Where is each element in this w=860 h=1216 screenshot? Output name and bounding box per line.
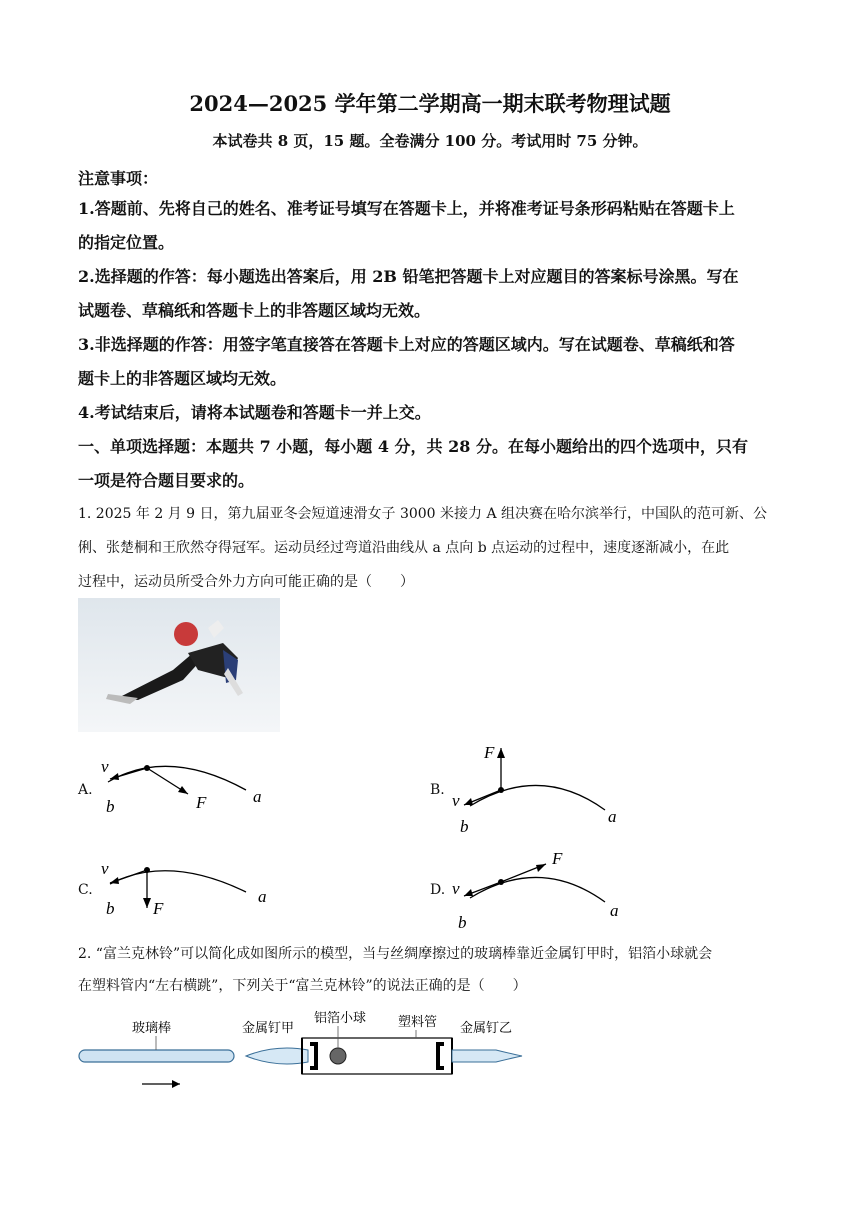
question-1-line-1: 1. 2025 年 2 月 9 日，第九届亚冬会短道速滑女子 3000 米接力 A 组决赛在哈尔滨举行，中国队的范可新、公 (78, 506, 768, 522)
glass-rod (79, 1050, 234, 1062)
option-d-diagram (450, 840, 630, 934)
force-symbol: F (196, 793, 207, 812)
option-a-diagram (98, 752, 278, 822)
note-2: 2.选择题的作答：每小题选出答案后，用 2B 铅笔把答题卡上对应题目的答案标号涂黑。写在 (78, 267, 739, 286)
tube-label: 塑料管 (398, 1014, 438, 1029)
option-a-label: A. (78, 782, 93, 798)
section-heading-cont: 一项是符合题目要求的。 (78, 471, 255, 490)
option-b-diagram (450, 738, 630, 836)
exam-info: 本试卷共 8 页，15 题。全卷满分 100 分。考试用时 75 分钟。 (212, 132, 648, 150)
point-a: a (253, 787, 262, 806)
rod-label: 玻璃棒 (132, 1020, 172, 1035)
question-2-line-2: 在塑料管内“左右横跳”，下列关于“富兰克林铃”的说法正确的是（ ） (78, 978, 527, 994)
point-a: a (608, 807, 617, 826)
option-c-label: C. (78, 882, 93, 898)
notes-heading: 注意事项： (78, 169, 159, 188)
ball-label: 铝箔小球 (314, 1010, 367, 1025)
note-3: 3.非选择题的作答：用签字笔直接答在答题卡上对应的答题区域内。写在试题卷、草稿纸和答 (78, 335, 735, 354)
metal-nail-b (452, 1050, 522, 1062)
note-1: 1.答题前、先将自己的姓名、准考证号填写在答题卡上，并将准考证号条形码粘贴在答题卡上 (78, 199, 735, 218)
question-1-line-3: 过程中，运动员所受合外力方向可能正确的是（ ） (78, 574, 414, 590)
nail-b-label: 金属钉乙 (460, 1020, 513, 1035)
velocity-symbol: v (101, 859, 109, 878)
question-1-line-2: 俐、张楚桐和王欣然夺得冠军。运动员经过弯道沿曲线从 a 点向 b 点运动的过程中，速度逐渐减小，在此 (78, 540, 730, 556)
section-heading: 一、单项选择题：本题共 7 小题，每小题 4 分，共 28 分。在每小题给出的四个选项中，只有 (78, 437, 748, 456)
skater-photo (78, 598, 280, 732)
option-b-label: B. (430, 782, 445, 798)
point-b: b (460, 817, 469, 836)
page-title: 2024—2025 学年第二学期高一期末联考物理试题 (189, 91, 671, 116)
point-b: b (106, 797, 115, 816)
point-b: b (458, 913, 467, 932)
metal-nail-a (246, 1048, 308, 1064)
plastic-tube (302, 1038, 452, 1074)
velocity-symbol: v (452, 879, 460, 898)
nail-a-label: 金属钉甲 (242, 1020, 295, 1035)
option-c-diagram (98, 852, 278, 922)
force-symbol: F (552, 849, 563, 868)
point-a: a (610, 901, 619, 920)
velocity-symbol: v (101, 757, 109, 776)
note-1-cont: 的指定位置。 (78, 233, 175, 252)
force-symbol: F (153, 899, 164, 918)
note-3-cont: 题卡上的非答题区域均无效。 (78, 369, 287, 388)
point-a: a (258, 887, 267, 906)
option-d-label: D. (430, 882, 446, 898)
point-b: b (106, 899, 115, 918)
aluminum-ball (330, 1048, 346, 1064)
note-2-cont: 试题卷、草稿纸和答题卡上的非答题区域均无效。 (78, 301, 431, 320)
note-4: 4.考试结束后，请将本试题卷和答题卡一并上交。 (78, 403, 431, 422)
force-symbol: F (484, 743, 495, 762)
question-2-line-1: 2. “富兰克林铃”可以简化成如图所示的模型，当与丝绸摩擦过的玻璃棒靠近金属钉甲时，铝箔小球就会 (78, 946, 713, 962)
velocity-symbol: v (452, 791, 460, 810)
franklin-bell-diagram (76, 1006, 526, 1098)
